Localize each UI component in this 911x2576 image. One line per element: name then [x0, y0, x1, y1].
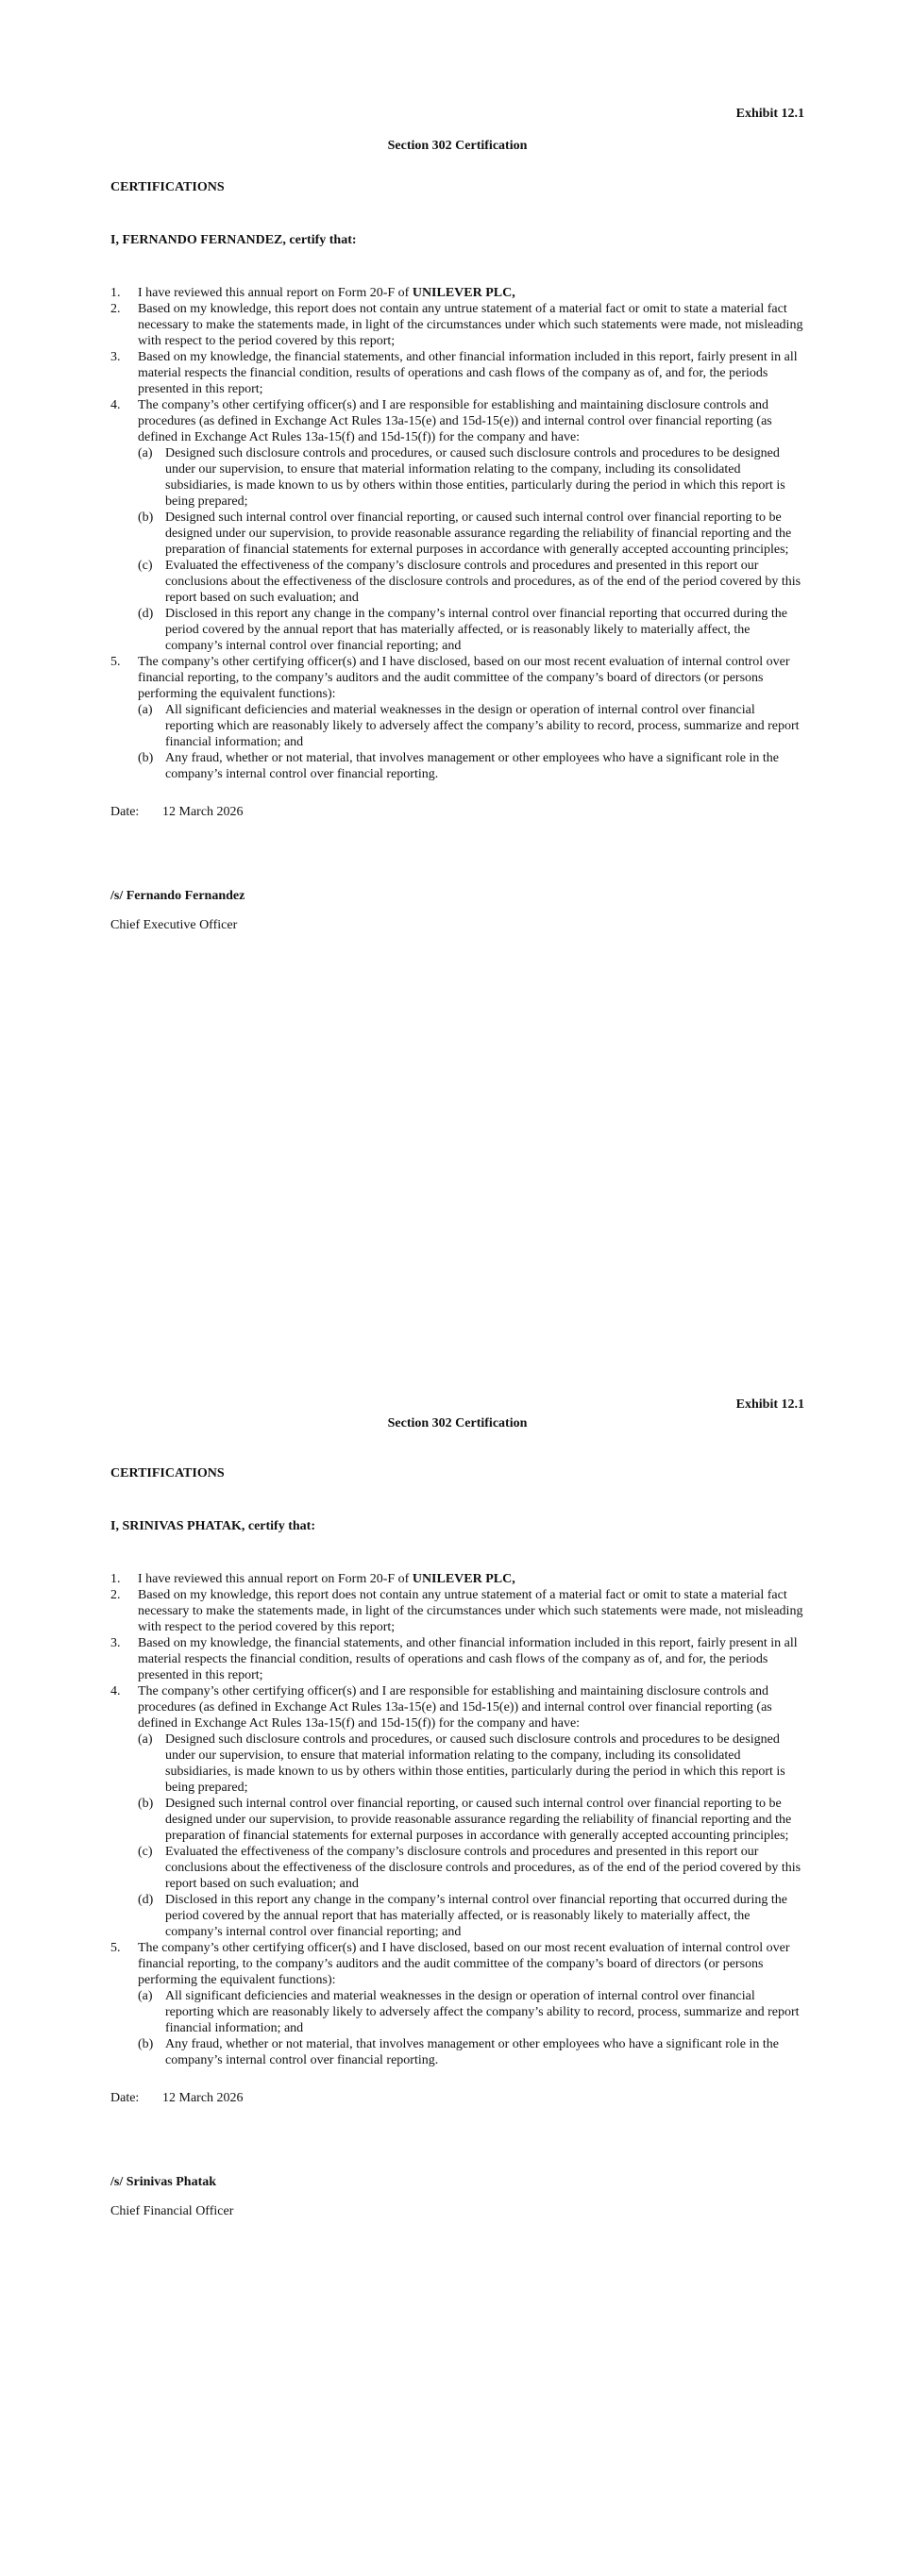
- item-number: 1.: [110, 1572, 121, 1586]
- certification-ceo: [110, 106, 804, 933]
- sub-item-text: Evaluated the effectiveness of the company’s disclosure controls and procedures and presented in this report our conclusions about the effectiveness of the disclosure controls and procedures, as of the end of the period covered by this report based on such evaluation; and: [165, 1845, 801, 1891]
- list-item: [110, 1571, 804, 1587]
- list-item: [110, 1683, 804, 1940]
- sub-item: [138, 2036, 804, 2068]
- sub-item-text: Designed such disclosure controls and procedures, or caused such disclosure controls and procedures to be designed under our supervision, to ensure that material information relating to the company, including its consolidated subsidiaries, is made known to us by others within those entities, particularly during the period in which this report is being prepared;: [165, 1732, 785, 1795]
- sub-item-text: All significant deficiencies and material weaknesses in the design or operation of internal control over financial reporting which are reasonably likely to adversely affect the company’s ability to record, process, summarize and report financial information; and: [165, 1989, 800, 2035]
- company-name: UNILEVER PLC,: [412, 1572, 515, 1586]
- item-number: 5.: [110, 655, 121, 669]
- item-number: 1.: [110, 286, 121, 300]
- date-value: 12 March 2026: [162, 805, 244, 819]
- signer-title: Chief Financial Officer: [110, 2204, 234, 2218]
- item-text-group: [138, 1940, 804, 2068]
- sub-item-letter: (d): [138, 607, 154, 621]
- list-item: [110, 1635, 804, 1683]
- sub-item-letter: (a): [138, 1989, 153, 2003]
- item-number: 4.: [110, 398, 121, 412]
- sub-item: [138, 1988, 804, 2036]
- section-title: Section 302 Certification: [387, 139, 528, 153]
- sub-item-letter: (b): [138, 2037, 154, 2051]
- list-item: [110, 1940, 804, 2068]
- list-item: [110, 285, 804, 301]
- sub-item-letter: (d): [138, 1893, 154, 1907]
- sub-item-letter: (c): [138, 1845, 153, 1859]
- sub-item-text: Designed such disclosure controls and procedures, or caused such disclosure controls and procedures to be designed under our supervision, to ensure that material information relating to the company, including its consolidated subsidiaries, is made known to us by others within those entities, particularly during the period in which this report is being prepared;: [165, 446, 785, 509]
- item-text: Based on my knowledge, the financial statements, and other financial information included in this report, fairly present in all material respects the financial condition, results of operations and cash flows of the company as of, and for, the periods presented in this report;: [138, 1636, 798, 1682]
- item-number: 3.: [110, 1636, 121, 1650]
- certifications-heading: CERTIFICATIONS: [110, 180, 225, 194]
- sub-item-text: Designed such internal control over financial reporting, or caused such internal control over financial reporting to be designed under our supervision, to provide reasonable assurance regarding the reliability of financial reporting and the preparation of financial statements for external purposes in accordance with generally accepted accounting principles;: [165, 510, 792, 557]
- sub-item-text: Disclosed in this report any change in the company’s internal control over financial reporting that occurred during the period covered by the annual report that has materially affected, or is reasonably likely to materially affect, the company’s internal control over financial reporting; and: [165, 607, 787, 653]
- sub-item-text: Designed such internal control over financial reporting, or caused such internal control over financial reporting to be designed under our supervision, to provide reasonable assurance regarding the reliability of financial reporting and the preparation of financial statements for external purposes in accordance with generally accepted accounting principles;: [165, 1797, 792, 1843]
- item-1-text: I have reviewed this annual report on Form 20-F of: [138, 286, 413, 300]
- signature: /s/ Srinivas Phatak: [110, 2175, 217, 2189]
- sub-item-letter: (b): [138, 751, 154, 765]
- signer-title: Chief Executive Officer: [110, 918, 238, 932]
- item-1-text: I have reviewed this annual report on Form 20-F of: [138, 1572, 413, 1586]
- sub-item-letter: (b): [138, 510, 154, 525]
- item-text-group: [138, 397, 804, 654]
- list-item: [110, 654, 804, 782]
- list-item: [110, 397, 804, 654]
- company-name: UNILEVER PLC,: [412, 286, 515, 300]
- sub-item-text: Disclosed in this report any change in the company’s internal control over financial reporting that occurred during the period covered by the annual report that has materially affected, or is reasonably likely to materially affect, the company’s internal control over financial reporting; and: [165, 1893, 787, 1939]
- sub-item: [138, 1844, 804, 1892]
- list-item: [110, 301, 804, 349]
- item-text: Based on my knowledge, this report does not contain any untrue statement of a material fact or omit to state a material fact necessary to make the statements made, in light of the circumstances under which such statements were made, not misleading with respect to the period covered by this report;: [138, 1588, 803, 1634]
- sub-item: [138, 750, 804, 782]
- item-number: 5.: [110, 1941, 121, 1955]
- item-number: 4.: [110, 1684, 121, 1698]
- date-line: [110, 804, 804, 820]
- certification-items: [110, 285, 804, 782]
- exhibit-label: Exhibit 12.1: [735, 107, 804, 121]
- item-text: The company’s other certifying officer(s) and I are responsible for establishing and maintaining disclosure controls and procedures (as defined in Exchange Act Rules 13a-15(e) and 15d-15(e)) and internal control over financial reporting (as defined in Exchange Act Rules 13a-15(f) and 15d-15(f)) for the company and have:: [138, 1684, 772, 1731]
- certify-statement: I, SRINIVAS PHATAK, certify that:: [110, 1519, 315, 1533]
- sub-item: [138, 510, 804, 558]
- sub-item: [138, 1892, 804, 1940]
- item-number: 2.: [110, 302, 121, 316]
- item-text: [138, 285, 804, 301]
- sub-item: [138, 606, 804, 654]
- item-text: Based on my knowledge, this report does not contain any untrue statement of a material fact or omit to state a material fact necessary to make the statements made, in light of the circumstances under which such statements were made, not misleading with respect to the period covered by this report;: [138, 302, 803, 348]
- date-label: Date:: [110, 805, 140, 819]
- sub-item-letter: (c): [138, 559, 153, 573]
- item-text-group: [138, 1683, 804, 1940]
- sub-item-letter: (a): [138, 703, 153, 717]
- sub-item: [138, 445, 804, 510]
- item-text: The company’s other certifying officer(s) and I have disclosed, based on our most recent evaluation of internal control over financial reporting, to the company’s auditors and the audit committee of the company’s board of directors (or persons performing the equivalent functions):: [138, 1941, 790, 1987]
- item-text-group: [138, 654, 804, 782]
- date-line: [110, 2090, 804, 2106]
- item-number: 3.: [110, 350, 121, 364]
- list-item: [110, 349, 804, 397]
- sub-item-text: Any fraud, whether or not material, that involves management or other employees who have a significant role in the company’s internal control over financial reporting.: [165, 751, 780, 781]
- date-label: Date:: [110, 2091, 140, 2105]
- sub-item-text: Evaluated the effectiveness of the company’s disclosure controls and procedures and presented in this report our conclusions about the effectiveness of the disclosure controls and procedures, as of the end of the period covered by this report based on such evaluation; and: [165, 559, 801, 605]
- sub-item: [138, 702, 804, 750]
- sub-item-letter: (b): [138, 1797, 154, 1811]
- list-item: [110, 1587, 804, 1635]
- sub-item: [138, 1731, 804, 1796]
- certification-items: [110, 1571, 804, 2068]
- item-text: The company’s other certifying officer(s) and I are responsible for establishing and maintaining disclosure controls and procedures (as defined in Exchange Act Rules 13a-15(e) and 15d-15(e)) and internal control over financial reporting (as defined in Exchange Act Rules 13a-15(f) and 15d-15(f)) for the company and have:: [138, 398, 772, 444]
- section-title: Section 302 Certification: [387, 1416, 528, 1430]
- date-value: 12 March 2026: [162, 2091, 244, 2105]
- item-text: The company’s other certifying officer(s) and I have disclosed, based on our most recent evaluation of internal control over financial reporting, to the company’s auditors and the audit committee of the company’s board of directors (or persons performing the equivalent functions):: [138, 655, 790, 701]
- certifications-heading: CERTIFICATIONS: [110, 1466, 225, 1480]
- sub-item: [138, 558, 804, 606]
- item-text: Based on my knowledge, the financial statements, and other financial information included in this report, fairly present in all material respects the financial condition, results of operations and cash flows of the company as of, and for, the periods presented in this report;: [138, 350, 798, 396]
- sub-item-letter: (a): [138, 1732, 153, 1747]
- sub-item: [138, 1796, 804, 1844]
- sub-item-letter: (a): [138, 446, 153, 460]
- certification-cfo: [110, 1397, 804, 2219]
- sub-item-text: All significant deficiencies and material weaknesses in the design or operation of internal control over financial reporting which are reasonably likely to adversely affect the company’s ability to record, process, summarize and report financial information; and: [165, 703, 800, 749]
- exhibit-label: Exhibit 12.1: [735, 1397, 804, 1412]
- sub-item-text: Any fraud, whether or not material, that involves management or other employees who have a significant role in the company’s internal control over financial reporting.: [165, 2037, 780, 2067]
- item-text: [138, 1571, 804, 1587]
- signature: /s/ Fernando Fernandez: [110, 889, 245, 903]
- item-number: 2.: [110, 1588, 121, 1602]
- certify-statement: I, FERNANDO FERNANDEZ, certify that:: [110, 233, 357, 247]
